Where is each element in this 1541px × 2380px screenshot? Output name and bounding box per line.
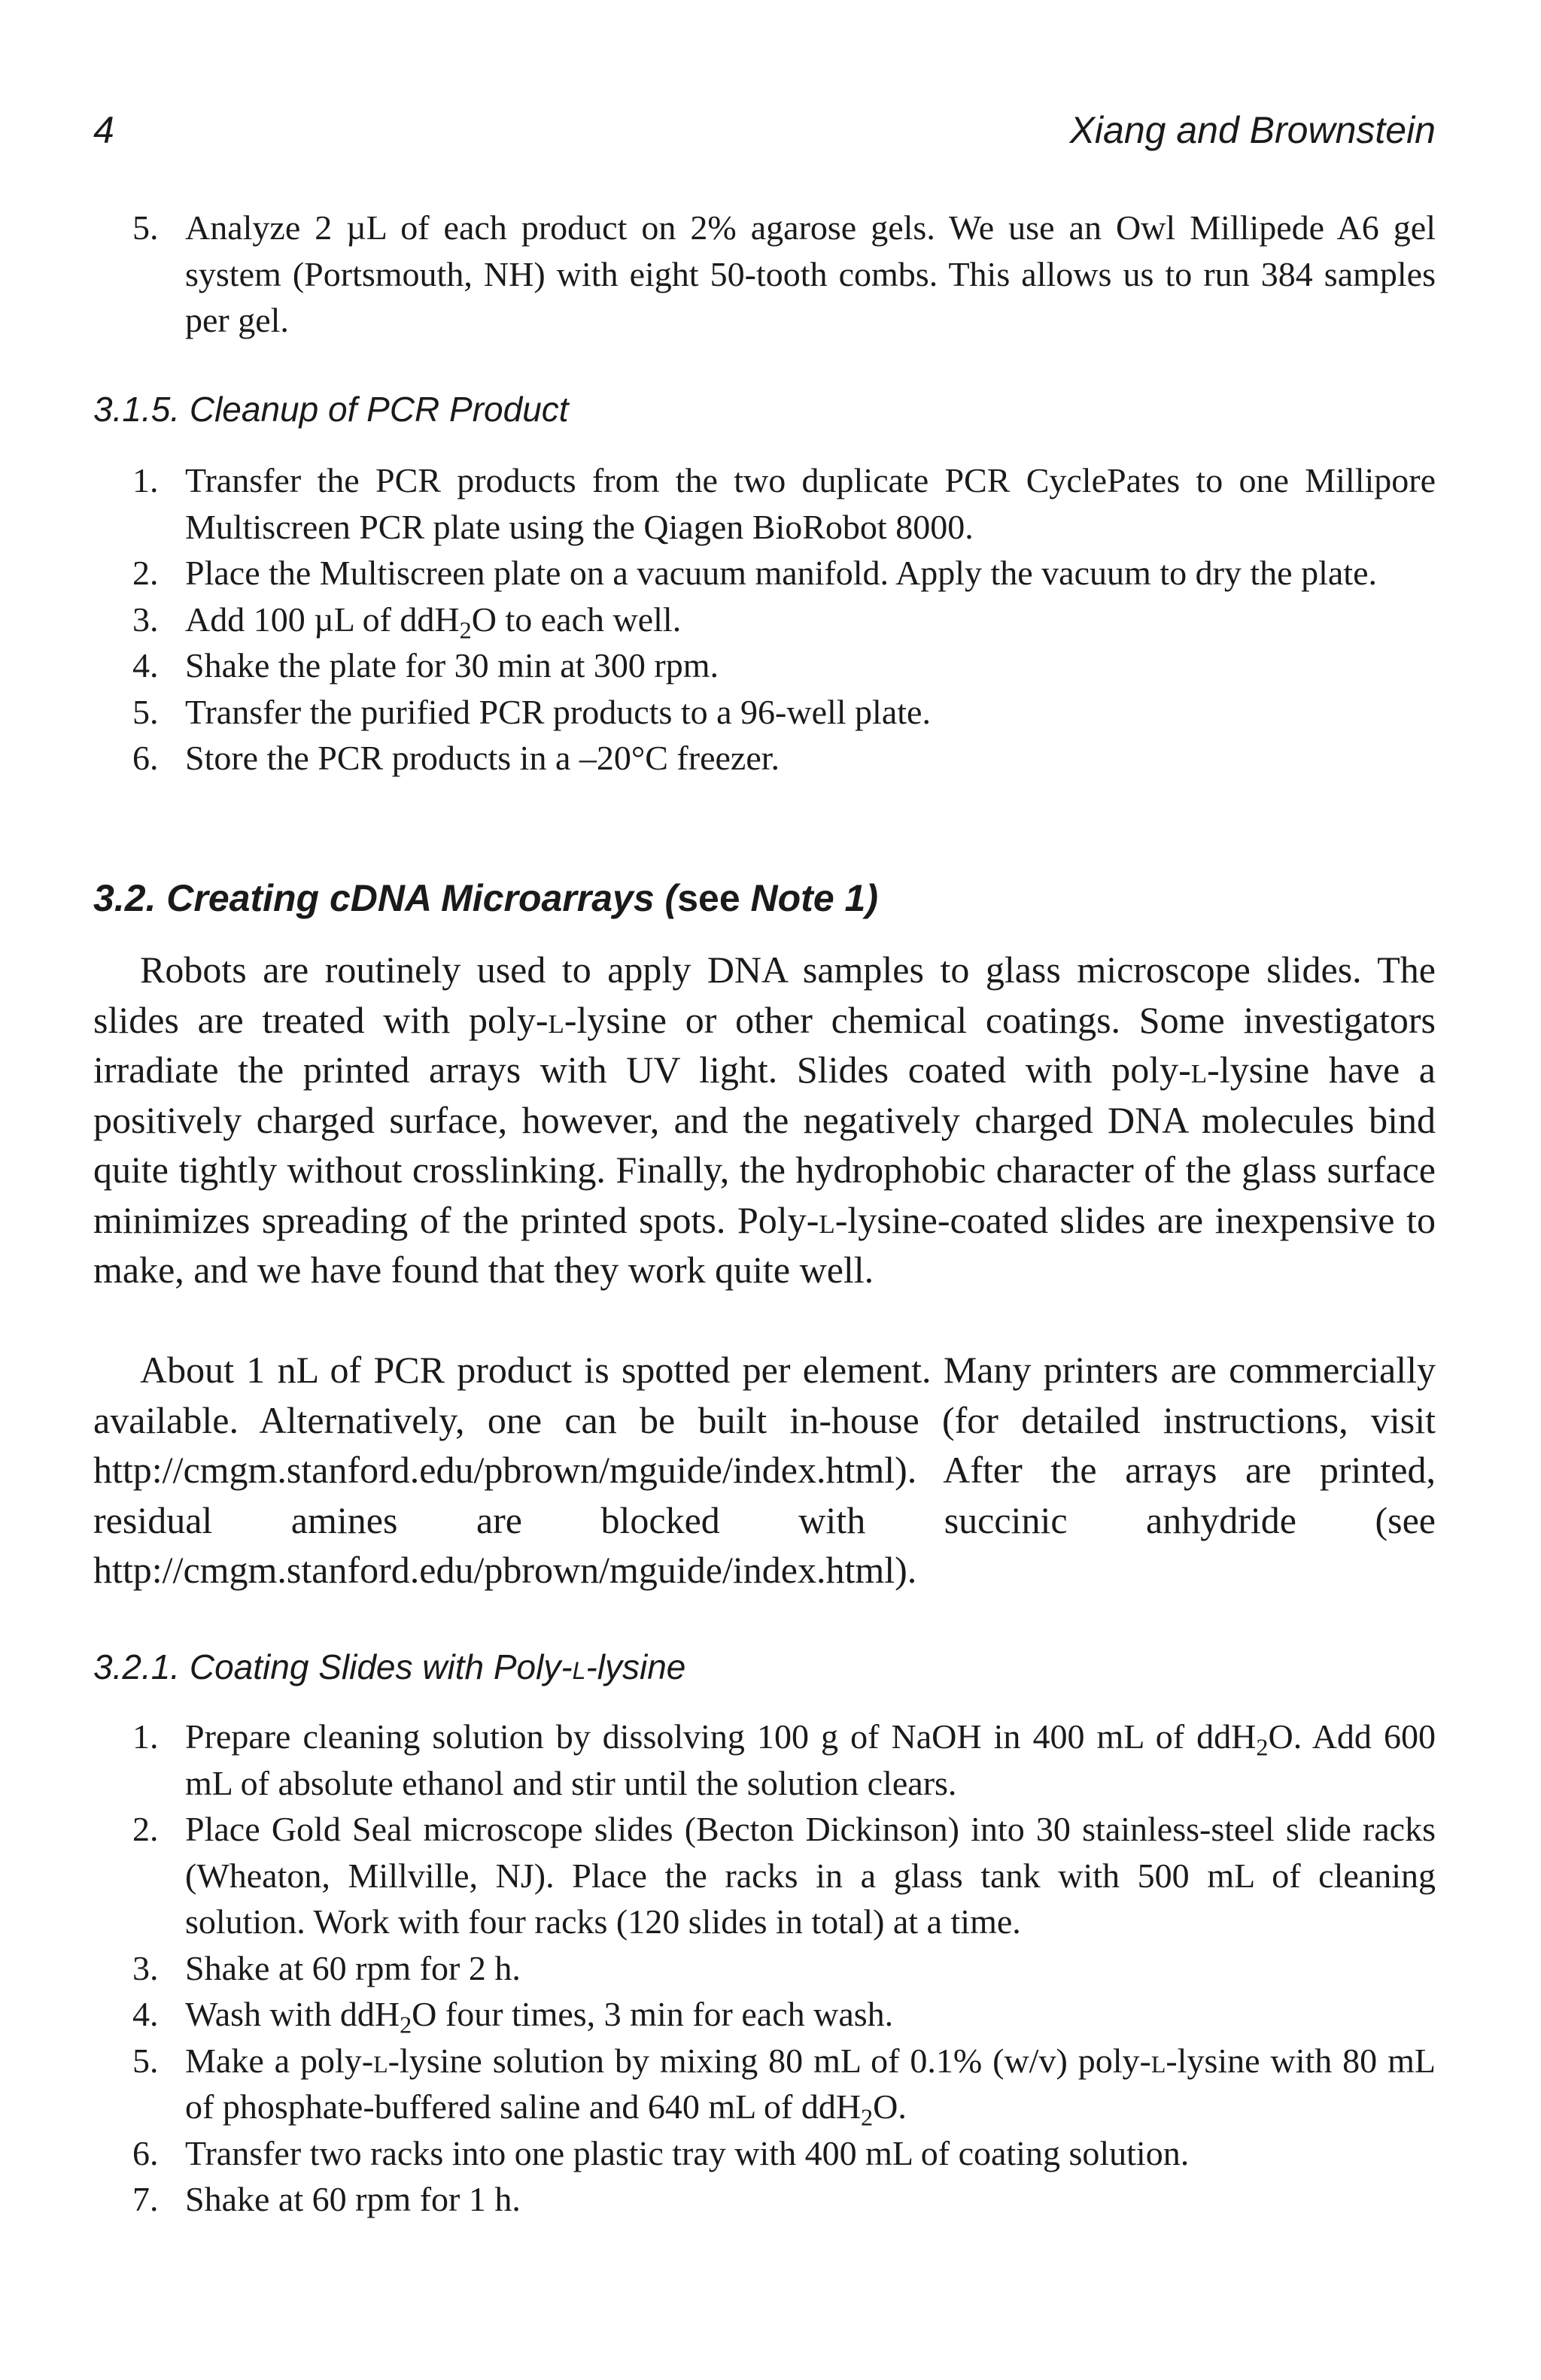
step-list-pcr-analysis — [93, 205, 1436, 344]
list-item-text: Add 100 µL of ddH$_2$O to each well. — [185, 600, 682, 644]
list-item — [93, 2130, 1436, 2177]
subsection-heading-coating-slides: 3.2.1. Coating Slides with Poly-l-lysine — [93, 1647, 686, 1686]
list-item-text: Shake at 60 rpm for 1 h. — [185, 2180, 521, 2218]
list-item-text: Transfer the PCR products from the two duplicate PCR CyclePates to one Millipore Multiscreen PCR plate using the Qiagen BioRobot 8000. — [185, 461, 1436, 546]
step-list-cleanup — [93, 457, 1436, 782]
list-item-text: Transfer the purified PCR products to a 96-well plate. — [185, 692, 931, 731]
list-item — [93, 1806, 1436, 1945]
step-list-coating — [93, 1714, 1436, 2223]
body-paragraph-robots: Robots are routinely used to apply DNA samples to glass microscope slides. The slides are treated with poly-l-lysine or other chemical coatings. Some investigators irradiate the printed arrays with UV light. Slides coated with poly-l-lysine have a positively charged surface, however, and the negatively charged DNA molecules bind quite tightly without crosslinking. Finally, the hydrophobic character of the glass surface minimizes spreading of the printed spots. Poly-l-lysine-coated slides are inexpensive to make, and we have found that they work quite well. — [93, 949, 1436, 1291]
list-item-text: Transfer two racks into one plastic tray with 400 mL of coating solution. — [185, 2133, 1190, 2172]
list-item-text: Shake at 60 rpm for 2 h. — [185, 1948, 521, 1987]
list-item — [93, 1714, 1436, 1806]
list-item-text: Place the Multiscreen plate on a vacuum manifold. Apply the vacuum to dry the plate. — [185, 554, 1377, 592]
list-item-number: 7. — [132, 2180, 159, 2218]
list-item-number: 3. — [132, 600, 159, 639]
list-item-number: 1. — [132, 1717, 159, 1756]
list-item — [93, 1991, 1436, 2038]
list-item-text: Store the PCR products in a –20°C freezer. — [185, 739, 780, 777]
page-header — [93, 108, 1436, 161]
list-item-text: Prepare cleaning solution by dissolving 100 g of NaOH in 400 mL of ddH$_2$O. Add 600 mL of absolute ethanol and stir until the solution clears. — [185, 1717, 1436, 1802]
list-item-number: 2. — [132, 554, 159, 592]
list-item-number: 5. — [132, 208, 159, 247]
list-item-text: Place Gold Seal microscope slides (Becton Dickinson) into 30 stainless-steel slide racks (Wheaton, Millville, NJ). Place the racks in a glass tank with 500 mL of cleaning solution. Work with four racks (120 slides in total) at a time. — [185, 1810, 1436, 1941]
list-item-number: 5. — [132, 2041, 159, 2080]
list-item-number: 1. — [132, 461, 159, 499]
list-item-number: 4. — [132, 1995, 159, 2033]
list-item — [93, 2038, 1436, 2130]
list-item — [93, 689, 1436, 736]
page-number: 4 — [93, 109, 114, 151]
list-item-text: Make a poly-l-lysine solution by mixing 80 mL of 0.1% (w/v) poly-l-lysine with 80 mL of phosphate-buffered saline and 640 mL of ddH$_2$O. — [185, 2041, 1436, 2131]
list-item — [93, 735, 1436, 782]
list-item-number: 6. — [132, 2133, 159, 2172]
list-item-text: Wash with ddH$_2$O four times, 3 min for each wash. — [185, 1995, 894, 2038]
list-item-number: 4. — [132, 646, 159, 685]
list-item — [93, 2176, 1436, 2223]
list-item-number: 2. — [132, 1810, 159, 1848]
list-item — [93, 597, 1436, 643]
list-item — [93, 550, 1436, 597]
body-paragraph-pcr-spotting: About 1 nL of PCR product is spotted per element. Many printers are commercially available. Alternatively, one can be built in-house (for detailed instructions, visit http://cmgm.stanford.edu/pbrown/mguide/index.html). After the arrays are printed, residual amines are blocked with succinic anhydride (see http://cmgm.stanford.edu/pbrown/mguide/index.html). — [93, 1349, 1436, 1591]
list-item-text: Shake the plate for 30 min at 300 rpm. — [185, 646, 719, 685]
list-item — [93, 642, 1436, 689]
section-heading-cdna-microarrays: 3.2. Creating cDNA Microarrays (see Note 1) — [93, 877, 878, 919]
list-item-number: 3. — [132, 1948, 159, 1987]
running-head: Xiang and Brownstein — [1069, 109, 1436, 151]
list-item-number: 6. — [132, 739, 159, 777]
list-item — [93, 205, 1436, 344]
list-item — [93, 457, 1436, 550]
subsection-heading-cleanup: 3.1.5. Cleanup of PCR Product — [93, 390, 569, 429]
list-item-text: Analyze 2 µL of each product on 2% agarose gels. We use an Owl Millipede A6 gel system (Portsmouth, NH) with eight 50-tooth combs. This allows us to run 384 samples per gel. — [185, 208, 1436, 339]
list-item-number: 5. — [132, 692, 159, 731]
list-item — [93, 1945, 1436, 1992]
